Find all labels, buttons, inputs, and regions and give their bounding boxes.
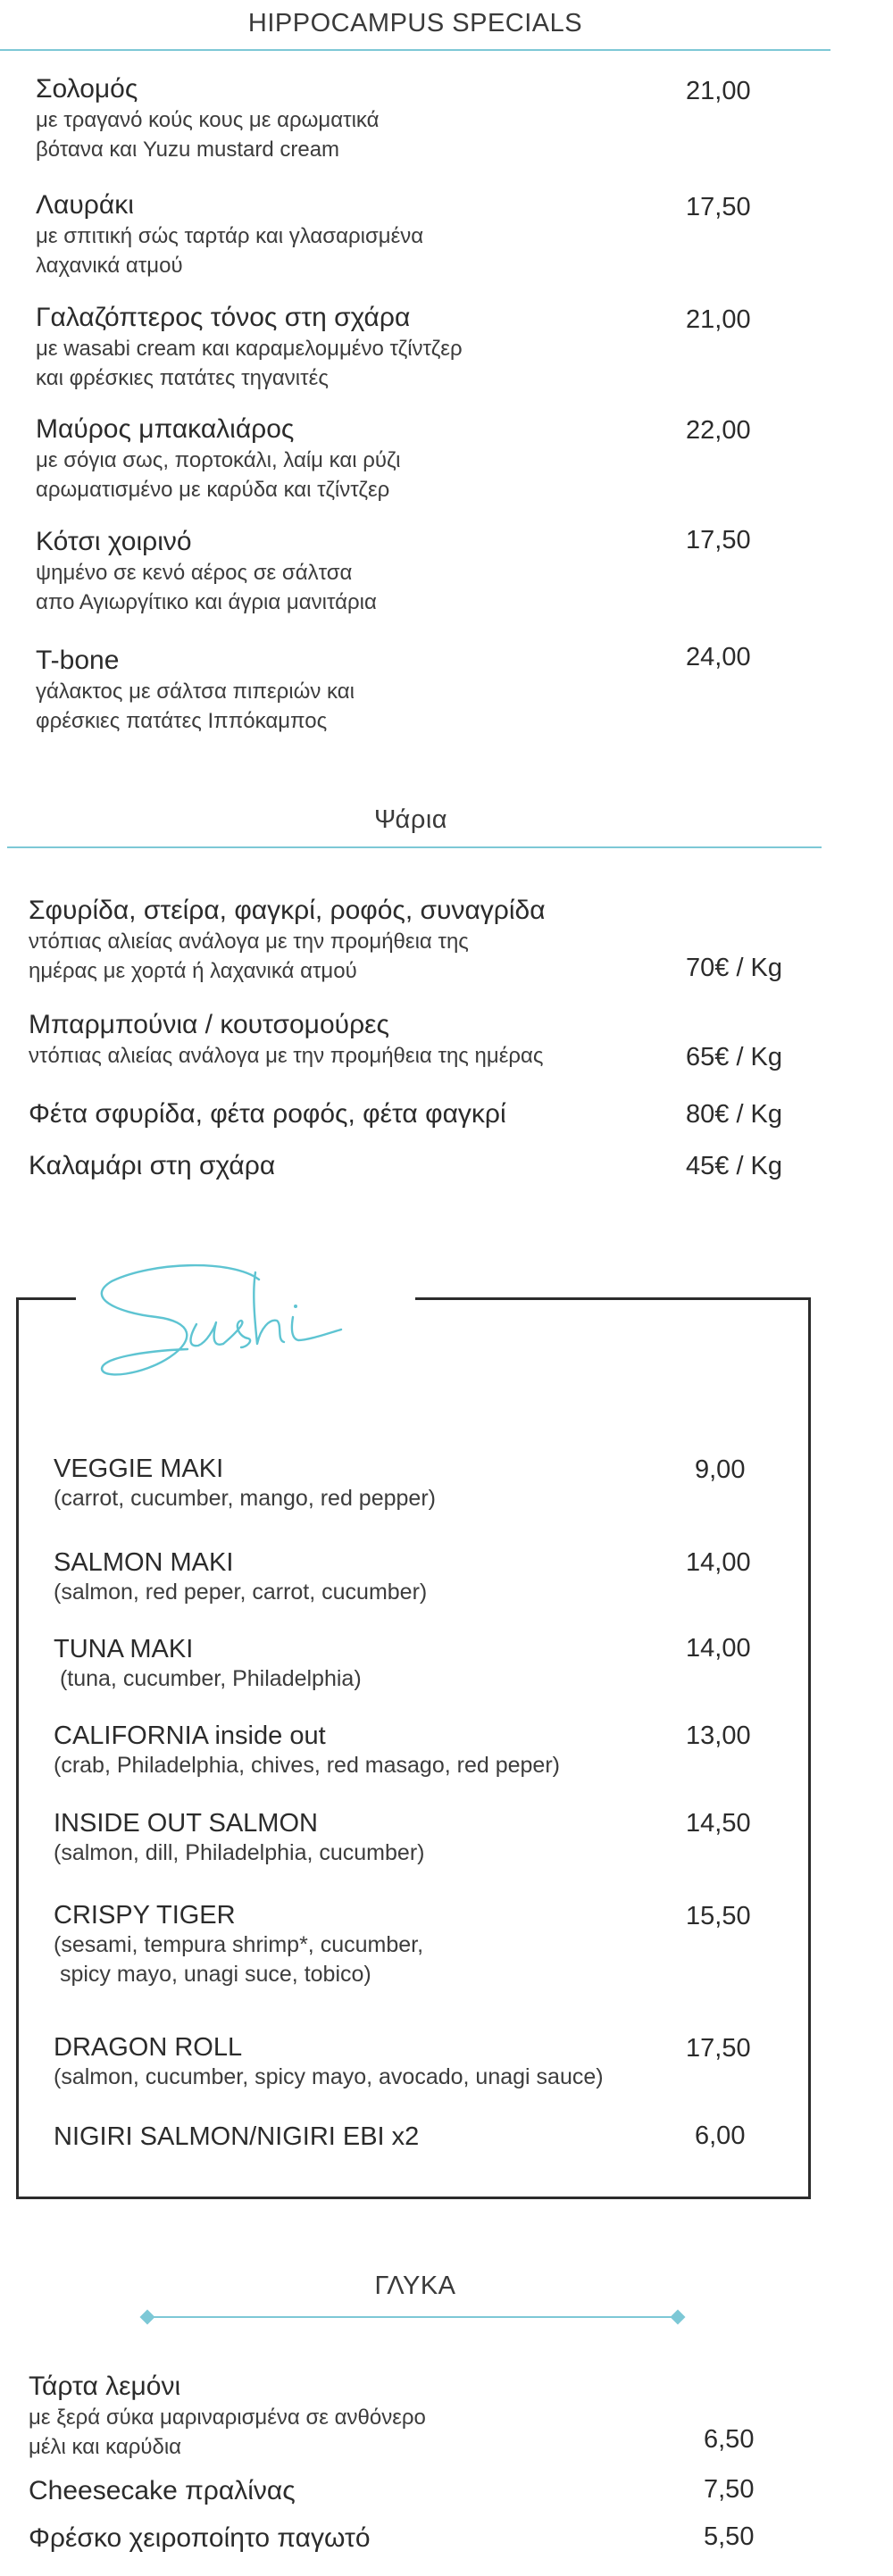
dessert-item xyxy=(29,2371,426,2462)
dish-description: ψημένο σε κενό αέρος σε σάλτσα xyxy=(36,561,353,585)
divider-left-diamond xyxy=(140,2310,155,2325)
dish-description: βότανα και Yuzu mustard cream xyxy=(36,138,340,162)
dish-name: Γαλαζόπτερος τόνος στη σχάρα xyxy=(36,303,411,332)
fish-item xyxy=(29,1009,544,1071)
dish-price: 5,50 xyxy=(704,2522,755,2551)
desserts-title: ΓΛΥΚΑ xyxy=(374,2272,456,2300)
dish-description: ημέρας με χορτά ή λαχανικά ατμού xyxy=(29,959,357,983)
sushi-price: 6,00 xyxy=(695,2122,746,2150)
dish-name: T-bone xyxy=(36,646,120,675)
specials-title: HIPPOCAMPUS SPECIALS xyxy=(247,9,583,38)
sushi-price: 13,00 xyxy=(686,1722,751,1750)
dish-description: φρέσκιες πατάτες Ιππόκαμπος xyxy=(36,709,328,733)
dish-price: 24,00 xyxy=(686,643,751,671)
specials-item xyxy=(36,189,423,280)
sushi-item xyxy=(54,1547,427,1607)
specials-item xyxy=(36,413,400,504)
dish-description: με σπιτική σώς ταρτάρ και γλασαρισμένα xyxy=(36,224,424,248)
dish-name: Τάρτα λεμόνι xyxy=(29,2372,181,2401)
dish-description: με σόγια σως, πορτοκάλι, λαίμ και ρύζι xyxy=(36,448,401,472)
sushi-name: TUNA MAKI xyxy=(54,1635,194,1663)
dish-price: 80€ / Kg xyxy=(686,1100,783,1129)
sushi-name: DRAGON ROLL xyxy=(54,2033,243,2062)
sushi-item xyxy=(54,1634,362,1694)
sushi-name: SALMON MAKI xyxy=(54,1548,234,1577)
dessert-item xyxy=(29,2475,296,2507)
dish-description: και φρέσκιες πατάτες τηγανιτές xyxy=(36,366,329,390)
sushi-description: (salmon, dill, Philadelphia, cucumber) xyxy=(54,1840,425,1865)
dish-price: 22,00 xyxy=(686,416,751,445)
sushi-item xyxy=(54,2122,419,2152)
sushi-description: (sesami, tempura shrimp*, cucumber, xyxy=(54,1932,424,1957)
dish-price: 17,50 xyxy=(686,526,751,554)
sushi-name: VEGGIE MAKI xyxy=(54,1455,224,1483)
desserts-divider xyxy=(147,2316,679,2318)
sushi-price: 14,00 xyxy=(686,1634,751,1663)
dish-description: μέλι και καρύδια xyxy=(29,2435,182,2459)
sushi-item xyxy=(54,1721,560,1780)
dish-price: 21,00 xyxy=(686,305,751,334)
dish-price: 45€ / Kg xyxy=(686,1152,783,1180)
sushi-price: 14,00 xyxy=(686,1548,751,1577)
specials-item xyxy=(36,302,463,393)
fish-item xyxy=(29,895,546,986)
sushi-price: 14,50 xyxy=(686,1809,751,1838)
dish-name: Σφυρίδα, στείρα, φαγκρί, ροφός, συναγρίδα xyxy=(29,896,546,925)
divider-right-diamond xyxy=(671,2310,686,2325)
dish-name: Φέτα σφυρίδα, φέτα ροφός, φέτα φαγκρί xyxy=(29,1099,506,1129)
dish-name: Σολομός xyxy=(36,74,138,104)
dish-description: απο Αγιωργίτικο και άγρια μανιτάρια xyxy=(36,590,377,614)
sushi-item xyxy=(54,1900,423,1989)
sushi-title-script xyxy=(89,1255,411,1388)
sushi-item xyxy=(54,2032,604,2092)
fish-divider xyxy=(7,846,822,848)
fish-item xyxy=(29,1098,506,1130)
sushi-description: (salmon, red peper, carrot, cucumber) xyxy=(54,1580,428,1605)
sushi-description: (carrot, cucumber, mango, red pepper) xyxy=(54,1486,436,1511)
dish-description: ντόπιας αλιείας ανάλογα με την προμήθεια της xyxy=(29,930,469,954)
sushi-item xyxy=(54,1808,424,1868)
sushi-description: (crab, Philadelphia, chives, red masago, red peper) xyxy=(54,1753,560,1778)
sushi-name: NIGIRI SALMON/NIGIRI EBI x2 xyxy=(54,2122,420,2151)
sushi-price: 17,50 xyxy=(686,2034,751,2063)
specials-item xyxy=(36,645,355,736)
sushi-name: CALIFORNIA inside out xyxy=(54,1722,326,1750)
dish-description: με τραγανό κούς κους με αρωματικά xyxy=(36,108,380,132)
dish-price: 70€ / Kg xyxy=(686,954,783,982)
dish-description: λαχανικά ατμού xyxy=(36,254,183,278)
dish-name: Καλαμάρι στη σχάρα xyxy=(29,1151,276,1180)
specials-item xyxy=(36,526,377,617)
dish-price: 6,50 xyxy=(704,2425,755,2454)
fish-item xyxy=(29,1150,275,1182)
dish-price: 7,50 xyxy=(704,2475,755,2504)
sushi-name: CRISPY TIGER xyxy=(54,1901,236,1930)
dish-name: Λαυράκι xyxy=(36,190,134,220)
dish-name: Φρέσκο χειροποίητο παγωτό xyxy=(29,2523,371,2553)
sushi-price: 9,00 xyxy=(695,1455,746,1484)
dish-description: αρωματισμένο με καρύδα και τζίντζερ xyxy=(36,478,390,502)
dish-description: ντόπιας αλιείας ανάλογα με την προμήθεια της ημέρας xyxy=(29,1044,544,1068)
dish-name: Μπαρμπούνια / κουτσομούρες xyxy=(29,1010,389,1039)
sushi-description: (tuna, cucumber, Philadelphia) xyxy=(54,1666,362,1691)
dish-name: Μαύρος μπακαλιάρος xyxy=(36,414,295,444)
dish-price: 17,50 xyxy=(686,193,751,221)
sushi-name: INSIDE OUT SALMON xyxy=(54,1809,318,1838)
dish-price: 65€ / Kg xyxy=(686,1043,783,1071)
sushi-description: (salmon, cucumber, spicy mayo, avocado, unagi sauce) xyxy=(54,2064,604,2089)
dish-name: Κότσι χοιρινό xyxy=(36,527,192,556)
dish-price: 21,00 xyxy=(686,77,751,105)
sushi-price: 15,50 xyxy=(686,1902,751,1930)
dish-name: Cheesecake πραλίνας xyxy=(29,2476,296,2505)
dish-description: με ξερά σύκα μαριναρισμένα σε ανθόνερο xyxy=(29,2405,426,2430)
dish-description: με wasabi cream και καραμελομμένο τζίντζερ xyxy=(36,337,463,361)
dessert-item xyxy=(29,2522,371,2555)
specials-item xyxy=(36,73,379,164)
sushi-item xyxy=(54,1454,436,1513)
specials-divider xyxy=(0,49,830,51)
fish-title: Ψάρια xyxy=(373,805,448,834)
dish-description: γάλακτος με σάλτσα πιπεριών και xyxy=(36,679,355,704)
sushi-description: spicy mayo, unagi suce, tobico) xyxy=(54,1962,371,1987)
